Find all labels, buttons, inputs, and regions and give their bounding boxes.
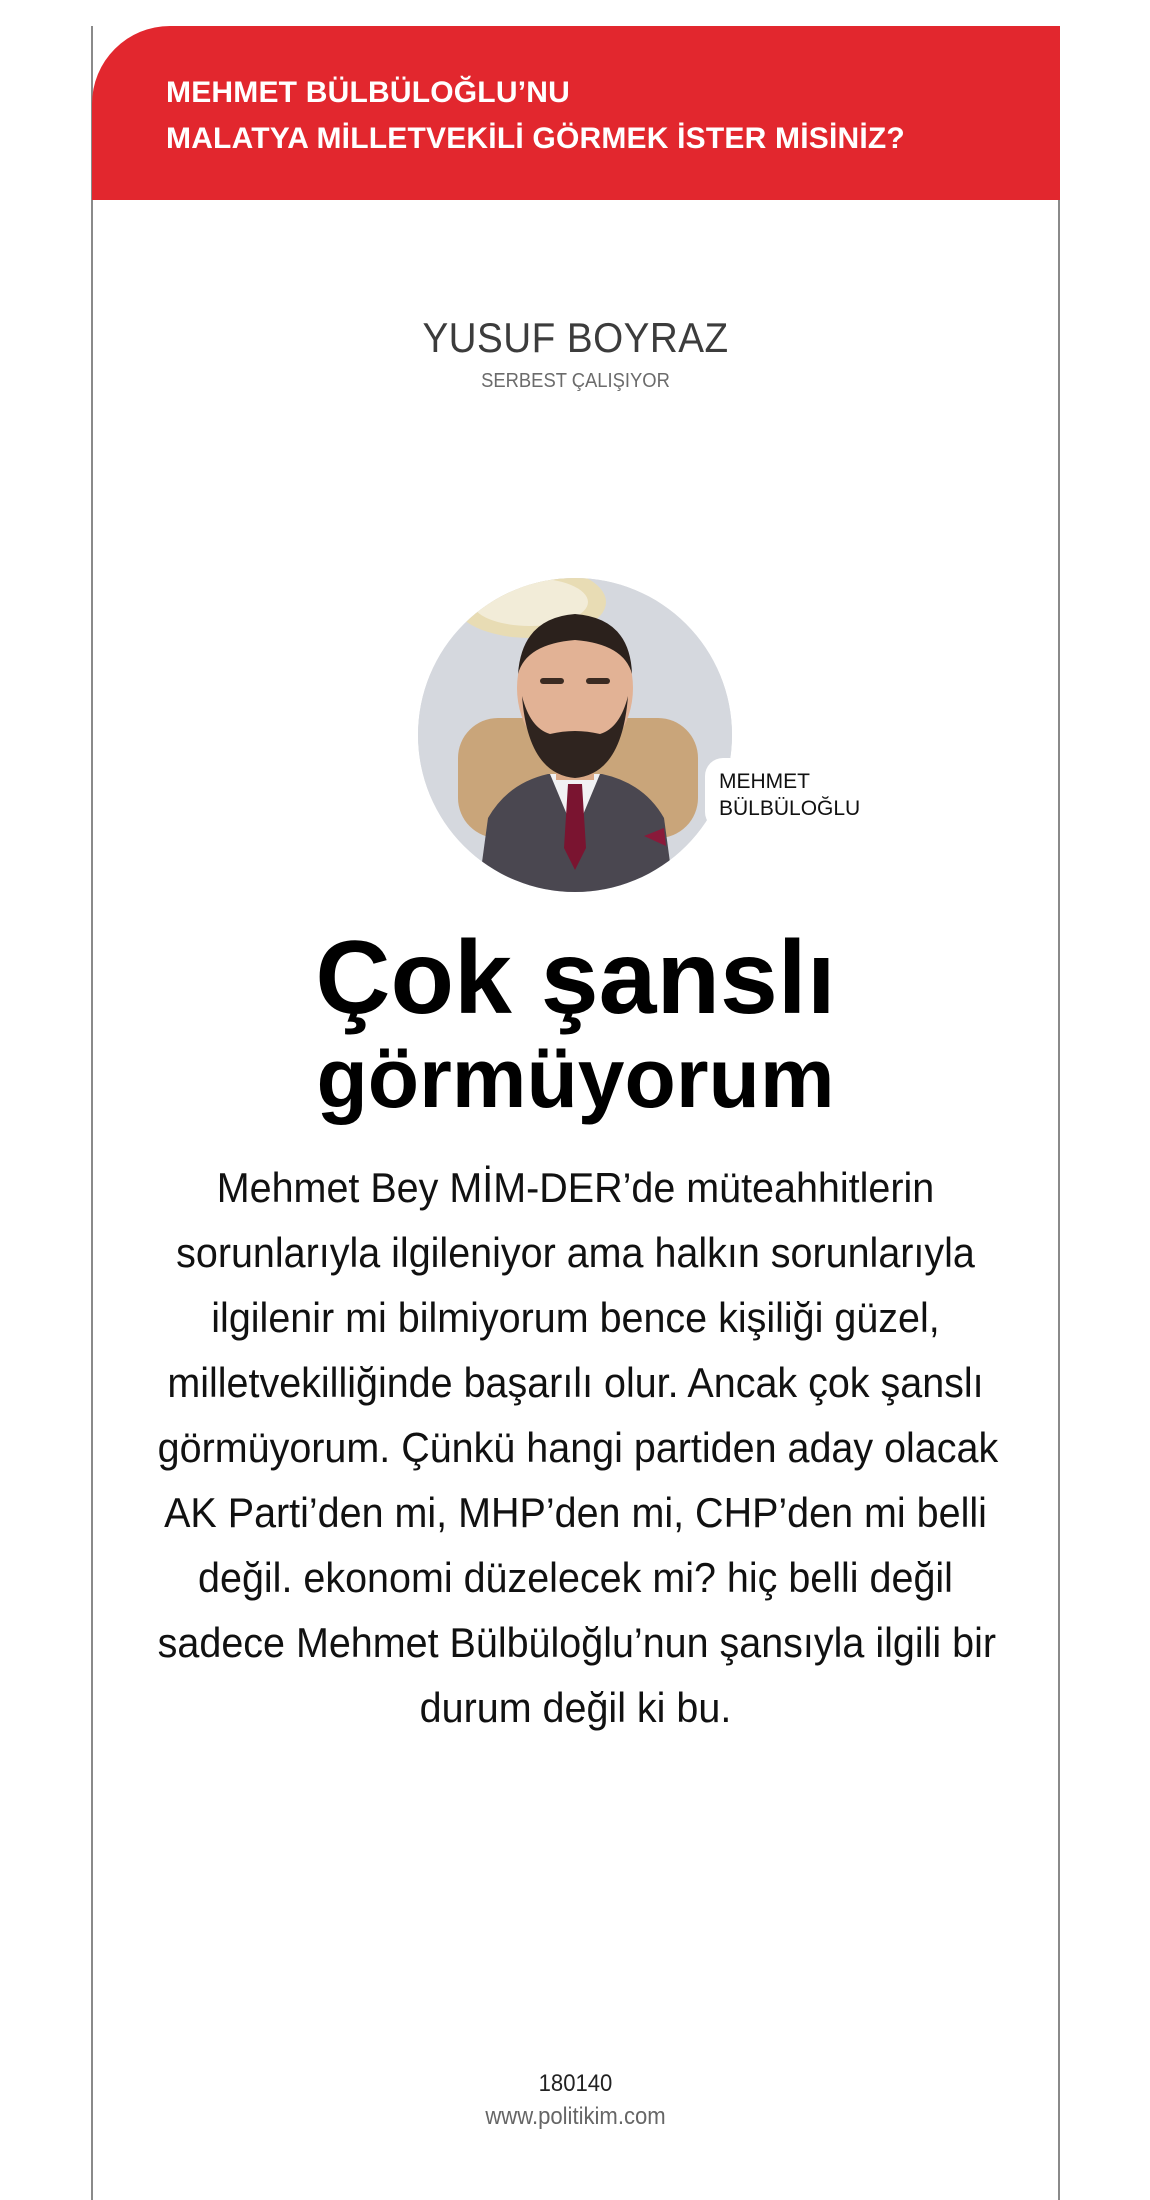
quote-line: Mehmet Bey MİM-DER’de müteahhitlerin bbox=[216, 1164, 935, 1211]
quote-line: sadece Mehmet Bülbüloğlu’nun şansıyla ilgili bir bbox=[157, 1619, 996, 1666]
quote-line: milletvekilliğinde başarılı olur. Ancak çok şanslı bbox=[167, 1359, 984, 1406]
question-banner bbox=[92, 26, 1060, 200]
quote-line: görmüyorum. Çünkü hangi partiden aday olacak bbox=[157, 1424, 999, 1471]
subject-name-tag bbox=[705, 758, 868, 830]
quote-line: ilgilenir mi bilmiyorum bence kişiliği güzel, bbox=[211, 1294, 940, 1341]
author-occupation: SERBEST ÇALIŞIYOR bbox=[481, 370, 670, 392]
opinion-quote bbox=[157, 1155, 999, 1740]
quote-line: AK Parti’den mi, MHP’den mi, CHP’den mi belli bbox=[164, 1489, 987, 1536]
portrait-illustration bbox=[418, 578, 732, 892]
quote-line: durum değil ki bu. bbox=[419, 1684, 732, 1731]
subject-portrait bbox=[418, 578, 732, 892]
banner-line-1: MEHMET BÜLBÜLOĞLU’NU bbox=[166, 76, 570, 109]
author-name: YUSUF BOYRAZ bbox=[422, 314, 729, 361]
headline-line-1: Çok şanslı bbox=[315, 920, 836, 1036]
banner-line-2: MALATYA MİLLETVEKİLİ GÖRMEK İSTER MİSİNİZ? bbox=[166, 122, 905, 155]
subject-first-name: MEHMET bbox=[719, 770, 810, 793]
website-link[interactable]: www.politikim.com bbox=[485, 2103, 666, 2130]
headline-line-2: görmüyorum bbox=[316, 1031, 835, 1125]
subject-last-name: BÜLBÜLOĞLU bbox=[719, 797, 861, 820]
quote-line: değil. ekonomi düzelecek mi? hiç belli değil bbox=[198, 1554, 953, 1601]
quote-line: sorunlarıyla ilgileniyor ama halkın sorunlarıyla bbox=[176, 1229, 975, 1276]
post-number: 180140 bbox=[538, 2070, 613, 2097]
